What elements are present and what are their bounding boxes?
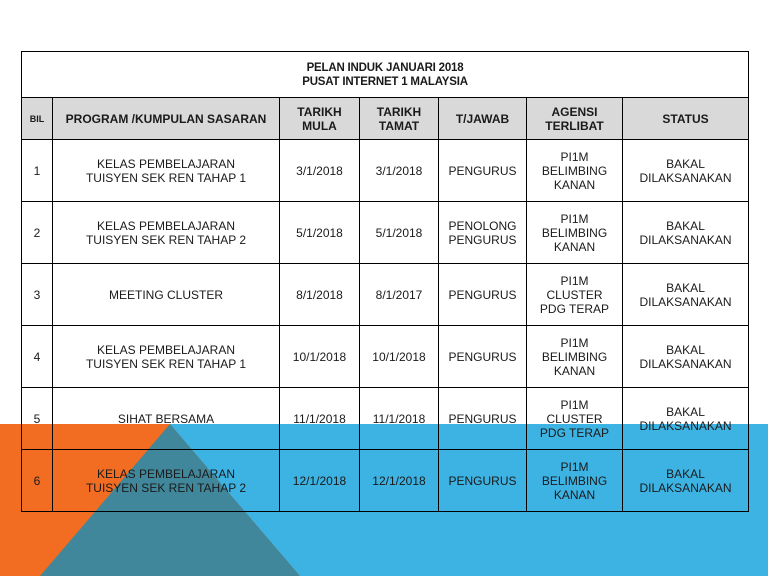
cell-tarikh-mula-text: 10/1/2018 bbox=[292, 349, 347, 364]
cell-tarikh-mula bbox=[280, 264, 360, 326]
cell-agensi bbox=[527, 326, 623, 388]
cell-agensi-line3: KANAN bbox=[553, 363, 596, 378]
header-row bbox=[22, 98, 749, 140]
header-program: PROGRAM /KUMPULAN SASARAN bbox=[53, 98, 280, 140]
cell-status-line2: DILAKSANAKAN bbox=[639, 294, 732, 309]
cell-program-line1: MEETING CLUSTER bbox=[108, 287, 223, 302]
cell-tarikh-tamat bbox=[360, 388, 439, 450]
cell-tarikh-tamat-text: 8/1/2017 bbox=[375, 287, 423, 302]
cell-bil-text: 3 bbox=[33, 287, 41, 302]
cell-program-line2: TUISYEN SEK REN TAHAP 2 bbox=[85, 232, 247, 247]
cell-program-line2: TUISYEN SEK REN TAHAP 1 bbox=[85, 356, 247, 371]
cell-tjawab-line1: PENGURUS bbox=[448, 287, 517, 302]
cell-status bbox=[623, 202, 749, 264]
cell-program bbox=[53, 388, 280, 450]
cell-tjawab-line1: PENGURUS bbox=[448, 163, 517, 178]
cell-agensi-line3: KANAN bbox=[553, 177, 596, 192]
header-agensi-line1: AGENSI bbox=[551, 104, 598, 119]
cell-tjawab bbox=[439, 202, 527, 264]
table-row bbox=[22, 388, 749, 450]
cell-status-line1: BAKAL bbox=[666, 404, 705, 419]
cell-bil bbox=[22, 450, 53, 512]
cell-program-line1: KELAS PEMBELAJARAN bbox=[96, 156, 236, 171]
cell-tjawab-line1: PENGURUS bbox=[448, 411, 517, 426]
cell-agensi-line3: KANAN bbox=[553, 487, 596, 502]
cell-agensi-line3: PDG TERAP bbox=[539, 425, 610, 440]
cell-status-line2: DILAKSANAKAN bbox=[639, 356, 732, 371]
cell-program-line2: TUISYEN SEK REN TAHAP 2 bbox=[85, 480, 247, 495]
cell-bil bbox=[22, 140, 53, 202]
table-row bbox=[22, 264, 749, 326]
cell-status bbox=[623, 388, 749, 450]
header-tamat-line1: TARIKH bbox=[376, 104, 422, 119]
cell-tjawab bbox=[439, 264, 527, 326]
cell-tarikh-tamat-text: 12/1/2018 bbox=[372, 473, 426, 488]
cell-tjawab bbox=[439, 450, 527, 512]
cell-status bbox=[623, 326, 749, 388]
header-agensi-line2: TERLIBAT bbox=[545, 118, 604, 133]
header-status: STATUS bbox=[623, 98, 749, 140]
cell-status-line1: BAKAL bbox=[666, 218, 705, 233]
cell-bil bbox=[22, 388, 53, 450]
cell-tarikh-tamat bbox=[360, 202, 439, 264]
header-tamat-line2: TAMAT bbox=[378, 118, 420, 133]
cell-tarikh-mula bbox=[280, 326, 360, 388]
cell-agensi bbox=[527, 140, 623, 202]
header-tjawab: T/JAWAB bbox=[439, 98, 527, 140]
table-row bbox=[22, 202, 749, 264]
cell-status bbox=[623, 450, 749, 512]
cell-status-line2: DILAKSANAKAN bbox=[639, 170, 732, 185]
cell-tarikh-mula bbox=[280, 450, 360, 512]
cell-status-line2: DILAKSANAKAN bbox=[639, 232, 732, 247]
cell-status-line1: BAKAL bbox=[666, 156, 705, 171]
cell-bil bbox=[22, 264, 53, 326]
cell-tarikh-tamat bbox=[360, 450, 439, 512]
cell-bil bbox=[22, 202, 53, 264]
cell-program-line1: SIHAT BERSAMA bbox=[117, 411, 215, 426]
cell-agensi-line2: CLUSTER bbox=[546, 287, 603, 302]
table-row bbox=[22, 450, 749, 512]
cell-program bbox=[53, 140, 280, 202]
cell-program bbox=[53, 202, 280, 264]
cell-tjawab-line2: PENGURUS bbox=[448, 232, 517, 247]
cell-tarikh-tamat-text: 11/1/2018 bbox=[372, 411, 426, 426]
cell-agensi-line3: PDG TERAP bbox=[539, 301, 610, 316]
cell-agensi bbox=[527, 388, 623, 450]
cell-tjawab-line1: PENGURUS bbox=[448, 473, 517, 488]
cell-agensi bbox=[527, 202, 623, 264]
cell-tjawab-line1: PENOLONG bbox=[448, 218, 517, 233]
cell-status-line1: BAKAL bbox=[666, 280, 705, 295]
cell-program-line2: TUISYEN SEK REN TAHAP 1 bbox=[85, 170, 247, 185]
cell-tarikh-tamat-text: 5/1/2018 bbox=[375, 225, 423, 240]
cell-agensi bbox=[527, 450, 623, 512]
cell-tjawab bbox=[439, 326, 527, 388]
cell-program bbox=[53, 264, 280, 326]
cell-bil-text: 4 bbox=[33, 349, 41, 364]
title-line-2: PUSAT INTERNET 1 MALAYSIA bbox=[302, 75, 468, 88]
cell-status bbox=[623, 264, 749, 326]
cell-status-line2: DILAKSANAKAN bbox=[639, 418, 732, 433]
cell-status-line2: DILAKSANAKAN bbox=[639, 480, 732, 495]
cell-agensi-line1: PI1M bbox=[560, 149, 589, 164]
cell-tarikh-mula-text: 8/1/2018 bbox=[296, 287, 343, 302]
cell-tarikh-mula-text: 3/1/2018 bbox=[296, 163, 343, 178]
cell-tarikh-tamat bbox=[360, 140, 439, 202]
cell-program-line1: KELAS PEMBELAJARAN bbox=[96, 466, 236, 481]
cell-agensi-line2: BELIMBING bbox=[541, 349, 608, 364]
cell-agensi-line1: PI1M bbox=[560, 397, 589, 412]
cell-agensi-line1: PI1M bbox=[560, 273, 589, 288]
plan-table bbox=[21, 51, 749, 512]
cell-tarikh-mula-text: 11/1/2018 bbox=[293, 411, 346, 426]
table-row bbox=[22, 140, 749, 202]
cell-agensi-line2: CLUSTER bbox=[546, 411, 603, 426]
cell-agensi bbox=[527, 264, 623, 326]
cell-tarikh-mula bbox=[280, 388, 360, 450]
cell-tarikh-mula-text: 12/1/2018 bbox=[292, 473, 347, 488]
cell-bil bbox=[22, 326, 53, 388]
cell-bil-text: 1 bbox=[33, 163, 41, 178]
table-row bbox=[22, 326, 749, 388]
cell-status-line1: BAKAL bbox=[666, 342, 705, 357]
header-tarikh-mula bbox=[280, 98, 360, 140]
cell-bil-text: 6 bbox=[33, 473, 41, 488]
cell-tarikh-tamat bbox=[360, 264, 439, 326]
cell-tarikh-mula-text: 5/1/2018 bbox=[296, 225, 343, 240]
cell-tjawab bbox=[439, 388, 527, 450]
cell-tarikh-mula bbox=[280, 140, 360, 202]
cell-agensi-line1: PI1M bbox=[560, 335, 589, 350]
cell-bil-text: 2 bbox=[33, 225, 41, 240]
cell-agensi-line1: PI1M bbox=[560, 211, 589, 226]
header-tarikh-tamat bbox=[360, 98, 439, 140]
cell-agensi-line2: BELIMBING bbox=[541, 225, 608, 240]
header-agensi bbox=[527, 98, 623, 140]
cell-agensi-line2: BELIMBING bbox=[541, 473, 608, 488]
cell-agensi-line2: BELIMBING bbox=[541, 163, 608, 178]
header-bil: BIL bbox=[22, 98, 53, 140]
title-row bbox=[22, 52, 749, 98]
cell-program-line1: KELAS PEMBELAJARAN bbox=[96, 218, 236, 233]
table-title bbox=[22, 52, 749, 98]
cell-tarikh-tamat-text: 10/1/2018 bbox=[372, 349, 426, 364]
cell-program-line1: KELAS PEMBELAJARAN bbox=[96, 342, 236, 357]
cell-status-line1: BAKAL bbox=[666, 466, 705, 481]
cell-agensi-line1: PI1M bbox=[560, 459, 589, 474]
cell-bil-text: 5 bbox=[33, 411, 41, 426]
title-line-1: PELAN INDUK JANUARI 2018 bbox=[306, 61, 464, 74]
header-mula-line2: MULA bbox=[302, 118, 337, 133]
cell-status bbox=[623, 140, 749, 202]
header-mula-line1: TARIKH bbox=[297, 104, 342, 119]
cell-tarikh-mula bbox=[280, 202, 360, 264]
cell-tjawab bbox=[439, 140, 527, 202]
cell-program bbox=[53, 326, 280, 388]
cell-tjawab-line1: PENGURUS bbox=[448, 349, 517, 364]
cell-tarikh-tamat bbox=[360, 326, 439, 388]
cell-program bbox=[53, 450, 280, 512]
cell-agensi-line3: KANAN bbox=[553, 239, 596, 254]
cell-tarikh-tamat-text: 3/1/2018 bbox=[375, 163, 423, 178]
